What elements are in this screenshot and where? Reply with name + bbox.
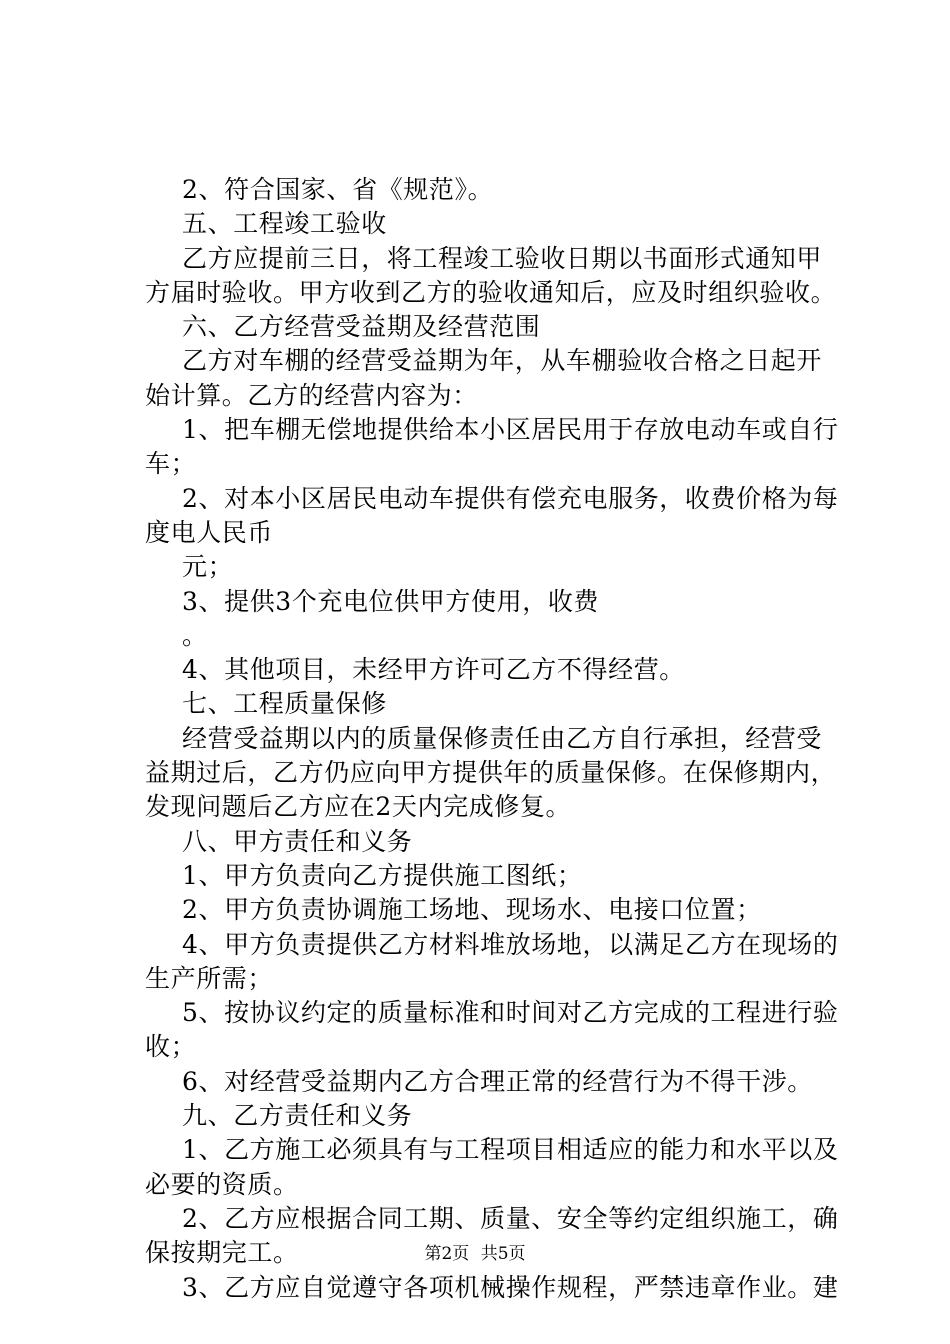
paragraph-line: 1、甲方负责向乙方提供施工图纸； <box>182 860 583 890</box>
paragraph-line: 度电人民币 <box>145 517 274 547</box>
paragraph-line: 3、提供3个充电位供甲方使用，收费 <box>182 586 600 616</box>
page-footer <box>0 1244 950 1264</box>
paragraph-line: 5、按协议约定的质量标准和时间对乙方完成的工程进行验 <box>182 998 839 1028</box>
paragraph-line: 生产所需； <box>145 963 274 993</box>
document-body <box>145 173 839 1305</box>
page-number: 第2页 <box>424 1244 470 1264</box>
paragraph-line: 1、把车棚无偿地提供给本小区居民用于存放电动车或自行 <box>182 415 839 445</box>
paragraph-line: 保按期完工。 <box>145 1238 299 1268</box>
paragraph-line: 2、乙方应根据合同工期、质量、安全等约定组织施工，确 <box>182 1203 839 1233</box>
paragraph-line: 2、甲方负责协调施工场地、现场水、电接口位置； <box>182 895 762 925</box>
paragraph-line: 4、其他项目，未经甲方许可乙方不得经营。 <box>182 655 685 685</box>
paragraph-line: 4、甲方负责提供乙方材料堆放场地，以满足乙方在现场的 <box>182 929 839 959</box>
paragraph-line: 发现问题后乙方应在2天内完成修复。 <box>145 792 572 822</box>
paragraph-line: 益期过后，乙方仍应向甲方提供年的质量保修。在保修期内， <box>145 758 837 788</box>
paragraph-line: 2、符合国家、省《规范》。 <box>182 175 494 204</box>
paragraph-line: 元； <box>182 552 234 582</box>
paragraph-line: 1、乙方施工必须具有与工程项目相适应的能力和水平以及 <box>182 1135 839 1165</box>
section-heading: 九、乙方责任和义务 <box>182 1101 413 1131</box>
paragraph-line: 始计算。乙方的经营内容为： <box>145 380 478 410</box>
section-heading: 八、甲方责任和义务 <box>182 826 413 856</box>
paragraph-line: 方届时验收。甲方收到乙方的验收通知后，应及时组织验收。 <box>145 277 837 307</box>
paragraph-line: 3、乙方应自觉遵守各项机械操作规程，严禁违章作业。建 <box>182 1272 839 1302</box>
page-total: 共5页 <box>480 1244 526 1264</box>
paragraph-line: 2、对本小区居民电动车提供有偿充电服务，收费价格为每 <box>182 483 839 513</box>
paragraph-line: 车； <box>145 449 197 479</box>
paragraph-line: 6、对经营受益期内乙方合理正常的经营行为不得干涉。 <box>182 1066 813 1096</box>
paragraph-line: 乙方应提前三日，将工程竣工验收日期以书面形式通知甲 <box>182 243 823 273</box>
paragraph-line: 经营受益期以内的质量保修责任由乙方自行承担，经营受 <box>182 723 823 753</box>
paragraph-line: 必要的资质。 <box>145 1169 299 1199</box>
section-heading: 六、乙方经营受益期及经营范围 <box>182 312 541 342</box>
paragraph-line: 乙方对车棚的经营受益期为年，从车棚验收合格之日起开 <box>182 346 823 376</box>
paragraph-line: 收； <box>145 1032 197 1062</box>
section-heading: 七、工程质量保修 <box>182 689 387 719</box>
section-heading: 五、工程竣工验收 <box>182 209 387 239</box>
paragraph-line: 。 <box>182 620 208 650</box>
